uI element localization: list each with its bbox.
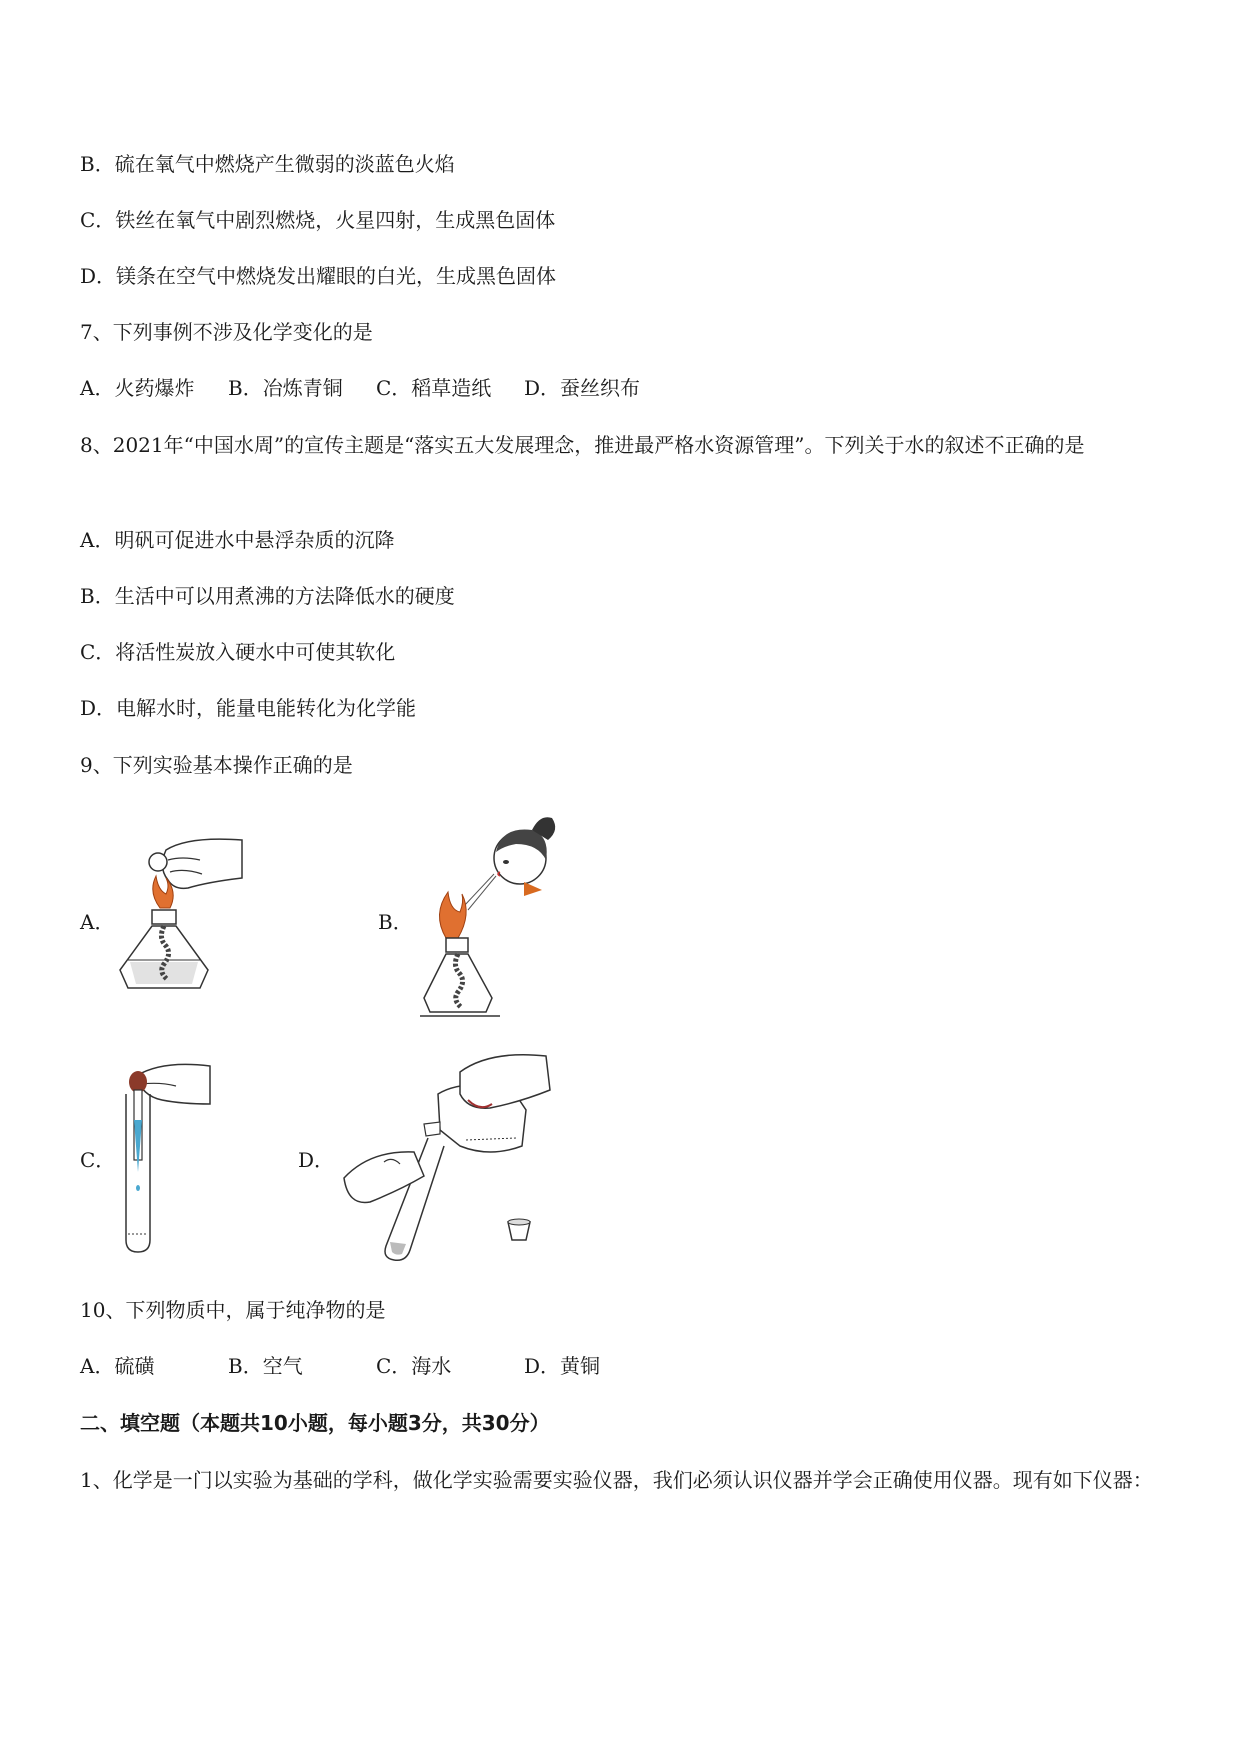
q7-option-a: A．火药爆炸 (80, 376, 195, 400)
q9-label-d: D． (298, 1148, 335, 1172)
pouring-liquid-figure (340, 1050, 570, 1265)
q9-stem: 9、下列实验基本操作正确的是 (80, 753, 353, 777)
q9-label-c: C． (80, 1148, 116, 1172)
q8-option-a: A．明矾可促进水中悬浮杂质的沉降 (80, 528, 395, 552)
q10-option-a: A．硫磺 (80, 1354, 155, 1378)
blowing-out-lamp-figure (420, 810, 570, 1020)
q7-stem: 7、下列事例不涉及化学变化的是 (80, 320, 373, 344)
q8-option-d: D．电解水时，能量电能转化为化学能 (80, 696, 417, 720)
q6-option-d: D．镁条在空气中燃烧发出耀眼的白光，生成黑色固体 (80, 264, 557, 288)
q9-label-a: A． (80, 910, 115, 934)
section-heading: 二、填空题（本题共10小题，每小题3分，共30分） (80, 1411, 550, 1435)
fill-q1-stem: 1、化学是一门以实验为基础的学科，做化学实验需要实验仪器，我们必须认识仪器并学会正确使用仪器。现有如下仪器： (80, 1468, 1153, 1492)
q6-option-b: B．硫在氧气中燃烧产生微弱的淡蓝色火焰 (80, 152, 455, 176)
q10-option-d: D．黄铜 (524, 1354, 601, 1378)
q9-label-b: B． (378, 910, 413, 934)
q6-option-c: C．铁丝在氧气中剧烈燃烧，火星四射，生成黑色固体 (80, 208, 556, 232)
q7-option-d: D．蚕丝织布 (524, 376, 641, 400)
q10-option-c: C．海水 (376, 1354, 452, 1378)
q7-options (80, 374, 672, 402)
q10-option-b: B．空气 (228, 1354, 303, 1378)
dropper-figure (112, 1060, 222, 1260)
q8-option-b: B．生活中可以用煮沸的方法降低水的硬度 (80, 584, 455, 608)
lamp-lighting-figure (108, 830, 248, 1005)
q10-options (80, 1352, 672, 1380)
q10-stem: 10、下列物质中，属于纯净物的是 (80, 1298, 386, 1322)
q7-option-c: C．稻草造纸 (376, 376, 492, 400)
q8-option-c: C．将活性炭放入硬水中可使其软化 (80, 640, 396, 664)
q8-stem: 8、2021年“中国水周”的宣传主题是“落实五大发展理念，推进最严格水资源管理”。下列关于水的叙述不正确的是 (80, 433, 1085, 457)
q7-option-b: B．冶炼青铜 (228, 376, 343, 400)
